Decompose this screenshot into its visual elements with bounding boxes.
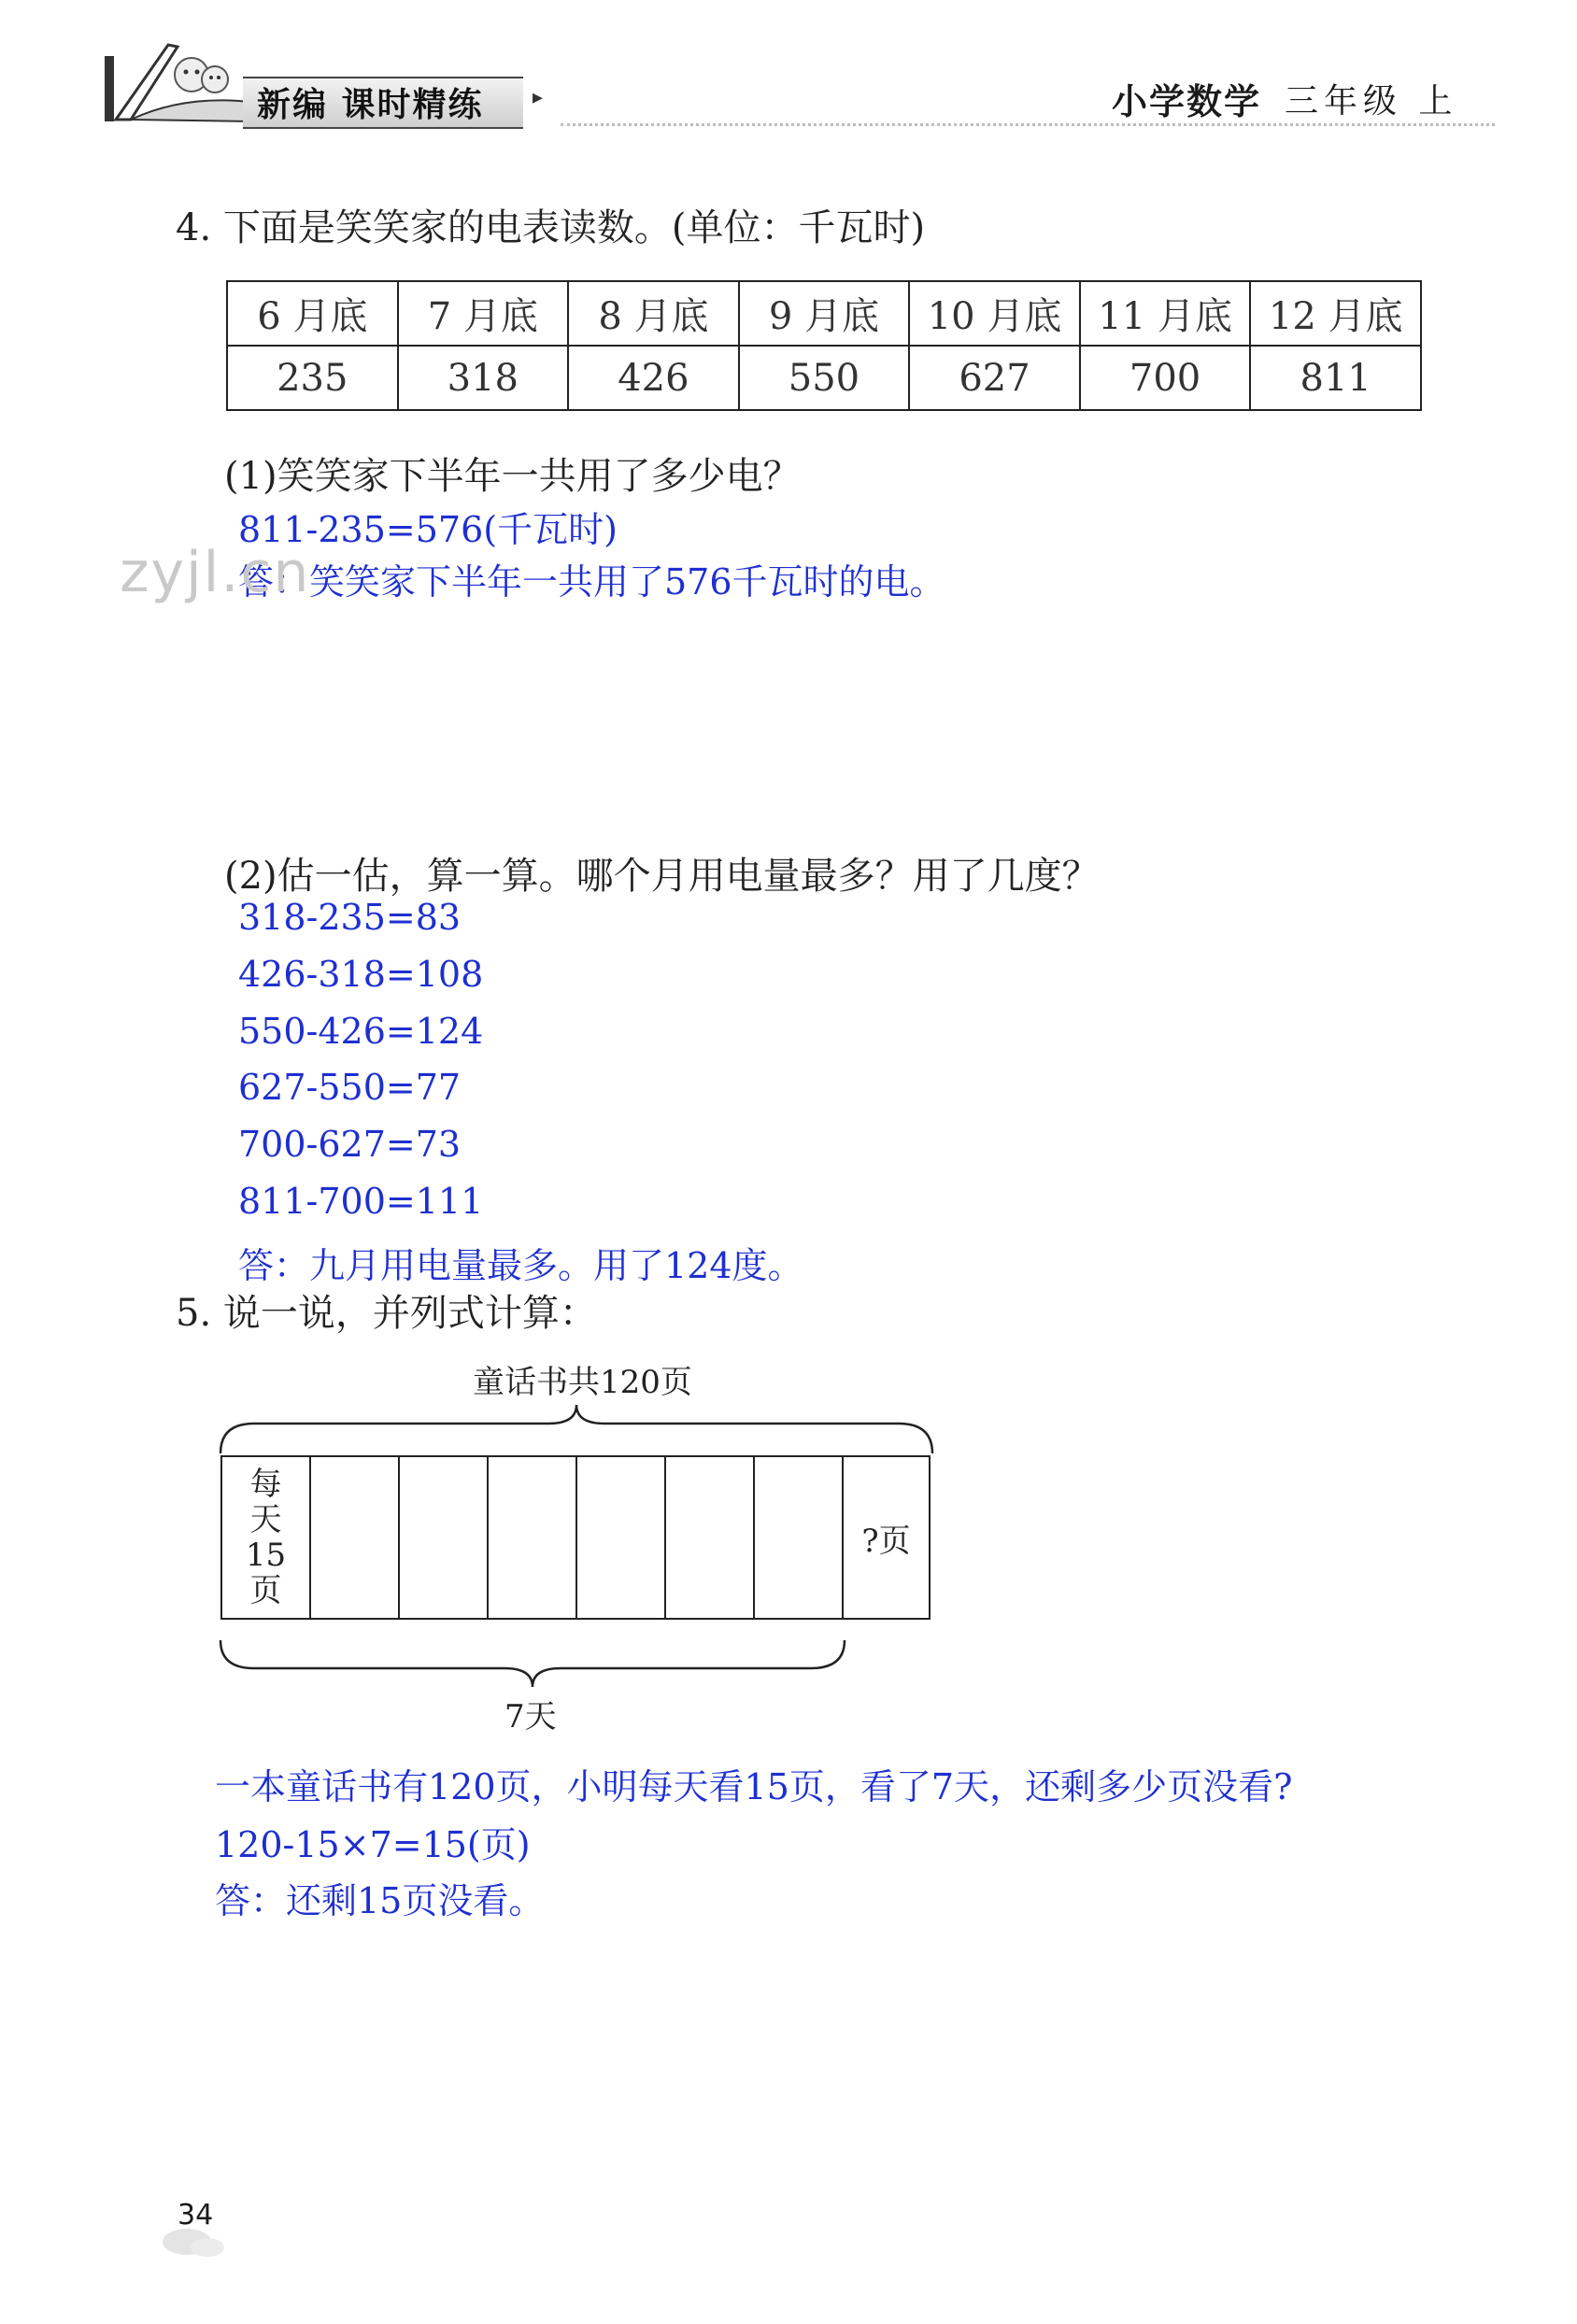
bottom-brace [217,1637,848,1691]
answer-line: 627-550=77 [238,1067,462,1108]
answer-line: 一本童话书有120页，小明每天看15页，看了7天，还剩多少页没看? [215,1766,1293,1807]
top-brace [217,1401,936,1455]
arrow-right-icon: ▸ [533,86,544,109]
segment-first-label: 每 天 15 页 [245,1466,287,1609]
days-label: 7天 [504,1698,557,1736]
table-cell: 627 [909,346,1080,410]
table-header-cell: 9 月底 [739,281,910,346]
table-cell: 235 [227,346,398,410]
segment-first [222,1457,311,1618]
page-number: 34 [178,2199,214,2232]
answer-line: 700-627=73 [238,1124,462,1165]
segment [489,1457,577,1618]
table-cell: 318 [398,346,569,410]
book-logo-icon [103,37,262,127]
question-4-title: 4. 下面是笑笑家的电表读数。(单位：千瓦时) [176,206,926,249]
total-pages-label: 童话书共120页 [473,1364,692,1401]
grade-label: 三年级 上 [1285,82,1458,120]
question-4-part-1: (1)笑笑家下半年一共用了多少电？ [224,455,801,498]
table-header-cell: 11 月底 [1080,281,1251,346]
table-row [227,346,1421,410]
segment [666,1457,755,1618]
header-divider [561,123,1495,126]
answer-line: 811-235=576(千瓦时) [238,509,618,550]
table-header-cell: 10 月底 [909,281,1080,346]
table-cell: 550 [739,346,910,410]
answer-line: 120-15×7=15(页) [215,1824,531,1865]
question-4-part-2: (2)估一估，算一算。哪个月用电量最多？用了几度？ [224,855,1100,898]
table-header-row [227,281,1421,346]
meter-reading-table [226,280,1422,411]
segment [755,1457,844,1618]
table-header-cell: 7 月底 [398,281,569,346]
page-segment-diagram [220,1455,931,1620]
table-header-cell: 8 月底 [568,281,739,346]
series-title: 新编 课时精练 [257,86,484,124]
unknown-pages-label: ?页 [861,1523,911,1560]
segment [311,1457,400,1618]
segment-unknown [844,1457,929,1618]
answer-line: 答：九月用电量最多。用了124度。 [238,1245,803,1286]
question-5-title: 5. 说一说，并列式计算： [176,1292,597,1335]
answer-line: 550-426=124 [238,1011,484,1052]
table-header-cell: 12 月底 [1250,281,1421,346]
table-cell: 700 [1080,346,1251,410]
answer-line: 答：笑笑家下半年一共用了576千瓦时的电。 [238,561,945,602]
answer-line: 811-700=111 [238,1181,484,1222]
answer-line: 318-235=83 [238,897,462,938]
watermark: zyjl.cn [120,540,311,605]
answer-line: 答：还剩15页没看。 [215,1880,545,1921]
table-cell: 426 [568,346,739,410]
answer-line: 426-318=108 [238,954,484,995]
table-cell: 811 [1250,346,1421,410]
segment [577,1457,666,1618]
segment [400,1457,489,1618]
table-header-cell: 6 月底 [227,281,398,346]
subject-label: 小学数学 [1112,81,1262,122]
